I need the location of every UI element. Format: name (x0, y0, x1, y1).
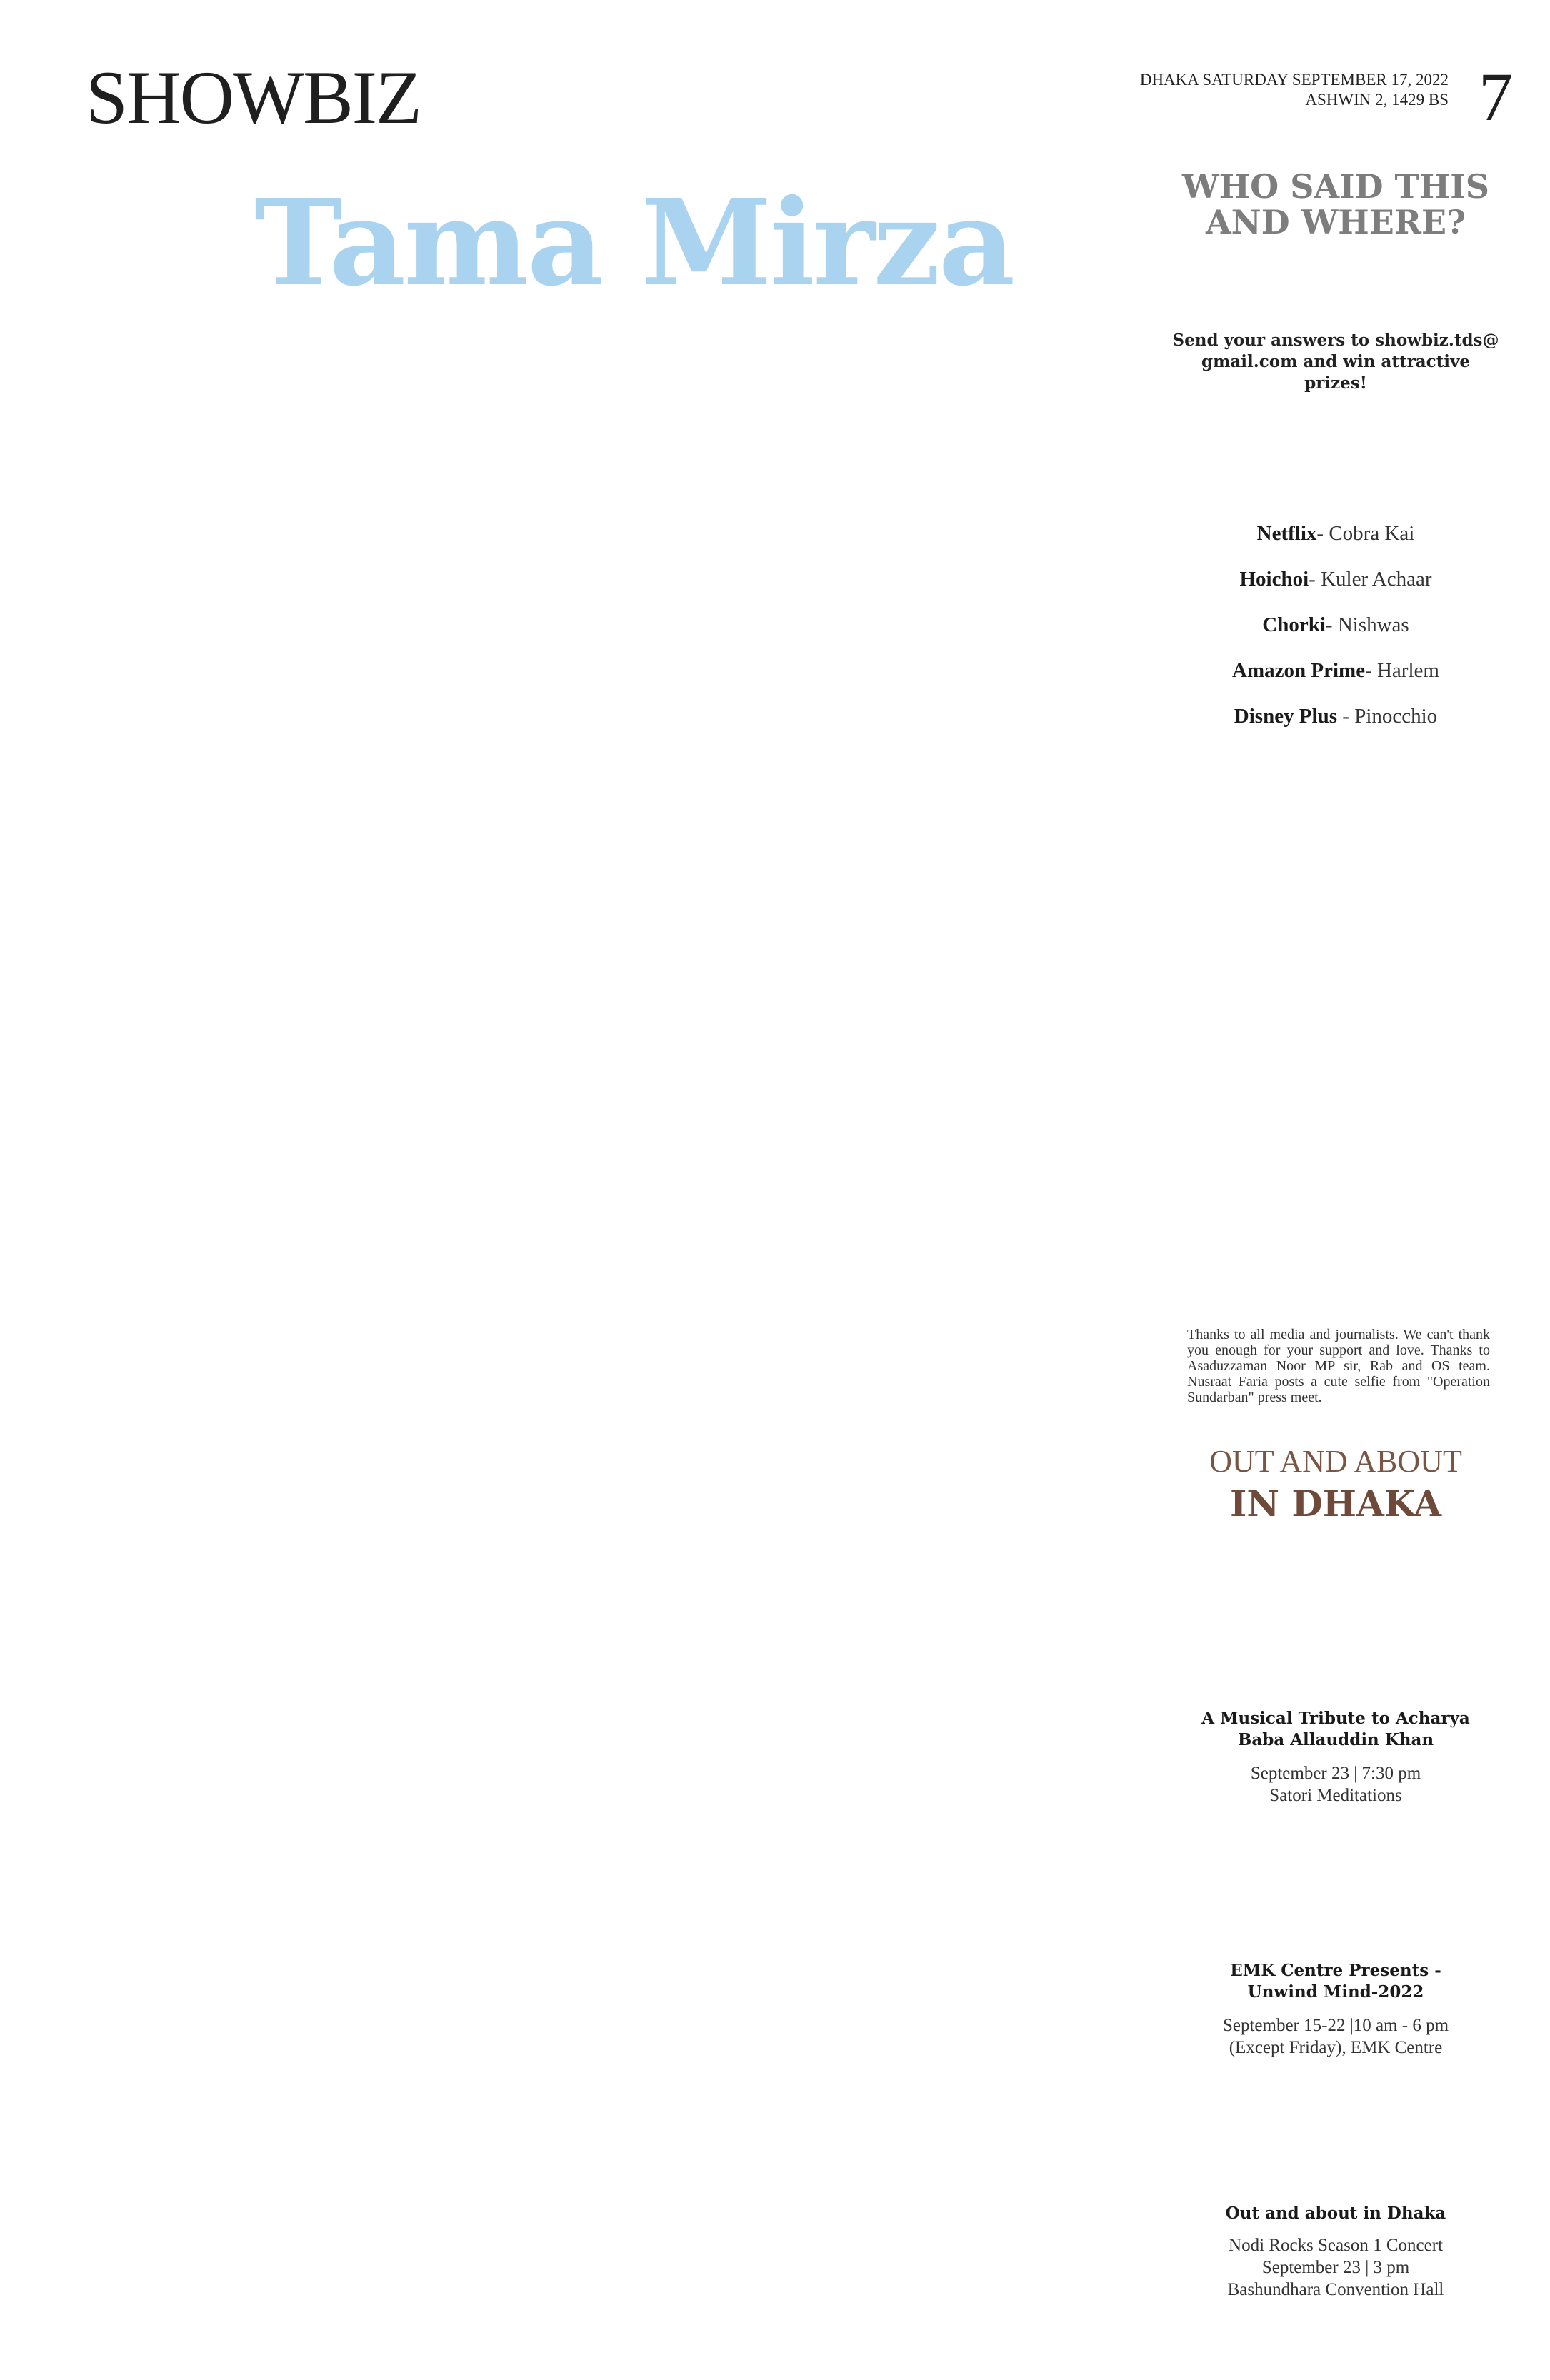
event-title (1171, 1708, 1500, 1751)
platform-name: Disney Plus (1234, 705, 1338, 728)
dateline-date: DHAKA SATURDAY SEPTEMBER 17, 2022 (1139, 71, 1449, 89)
quiz-heading (1171, 169, 1500, 240)
quiz-heading-line-2: AND WHERE? (1205, 203, 1466, 241)
dateline-bengali-date: ASHWIN 2, 1429 BS (1305, 91, 1449, 109)
quiz-subtext (1171, 330, 1500, 394)
show-title: - Pinocchio (1337, 705, 1438, 728)
platform-name: Chorki (1262, 613, 1326, 636)
quiz-heading-line-1: WHO SAID THIS (1182, 167, 1489, 206)
event-title (1171, 1960, 1500, 2003)
event-title-line: Baba Allauddin Khan (1237, 1730, 1434, 1749)
headline: Tama Mirza (254, 174, 1014, 313)
page-number: 7 (1479, 59, 1513, 135)
list-item (1171, 613, 1500, 637)
event-listing (1171, 1708, 1500, 1807)
platform-name: Hoichoi (1239, 568, 1309, 591)
events-heading-bottom: IN DHAKA (1229, 1482, 1442, 1525)
list-item (1171, 658, 1500, 683)
streaming-list (1171, 521, 1500, 750)
event-detail-line: Bashundhara Convention Hall (1227, 2280, 1444, 2299)
list-item (1171, 704, 1500, 728)
event-title (1171, 2203, 1500, 2224)
event-title-line: Out and about in Dhaka (1225, 2204, 1446, 2223)
platform-name: Amazon Prime (1232, 659, 1366, 682)
event-title-line: A Musical Tribute to Acharya (1201, 1709, 1470, 1728)
events-heading-top: OUT AND ABOUT (1209, 1444, 1462, 1479)
event-detail-line: September 23 | 3 pm (1261, 2258, 1410, 2277)
event-detail-line: Nodi Rocks Season 1 Concert (1229, 2236, 1443, 2255)
show-title: - Cobra Kai (1316, 522, 1415, 545)
event-detail-line: (Except Friday), EMK Centre (1229, 2038, 1443, 2057)
dateline (1140, 70, 1449, 110)
show-title: - Nishwas (1325, 613, 1409, 636)
event-detail-line: September 23 | 7:30 pm (1250, 1764, 1421, 1783)
event-details (1171, 2014, 1500, 2059)
photo-caption: Thanks to all media and journalists. We can't thank you enough for your support and love. Thanks to Asaduzzaman Noor MP sir, Rab and OS team. Nusraat Faria posts a cute selfie from "Operation Sundarban" press meet. (1187, 1327, 1490, 1405)
event-details (1171, 1762, 1500, 1807)
quiz-subtext-line-1: Send your answers to showbiz.tds@ (1172, 331, 1499, 350)
quiz-subtext-line-2: gmail.com and win attractive prizes! (1201, 352, 1470, 393)
show-title: - Kuler Achaar (1309, 568, 1432, 591)
section-title: SHOWBIZ (86, 56, 421, 139)
platform-name: Netflix (1256, 522, 1317, 545)
list-item (1171, 521, 1500, 546)
event-title-line: EMK Centre Presents - (1230, 1961, 1441, 1980)
event-details (1171, 2234, 1500, 2301)
event-title-line: Unwind Mind-2022 (1247, 1982, 1424, 2002)
event-listing (1171, 2203, 1500, 2301)
event-detail-line: September 15-22 |10 am - 6 pm (1222, 2016, 1449, 2035)
event-listing (1171, 1960, 1500, 2059)
event-detail-line: Satori Meditations (1269, 1786, 1402, 1805)
show-title: - Harlem (1365, 659, 1439, 682)
list-item (1171, 567, 1500, 591)
